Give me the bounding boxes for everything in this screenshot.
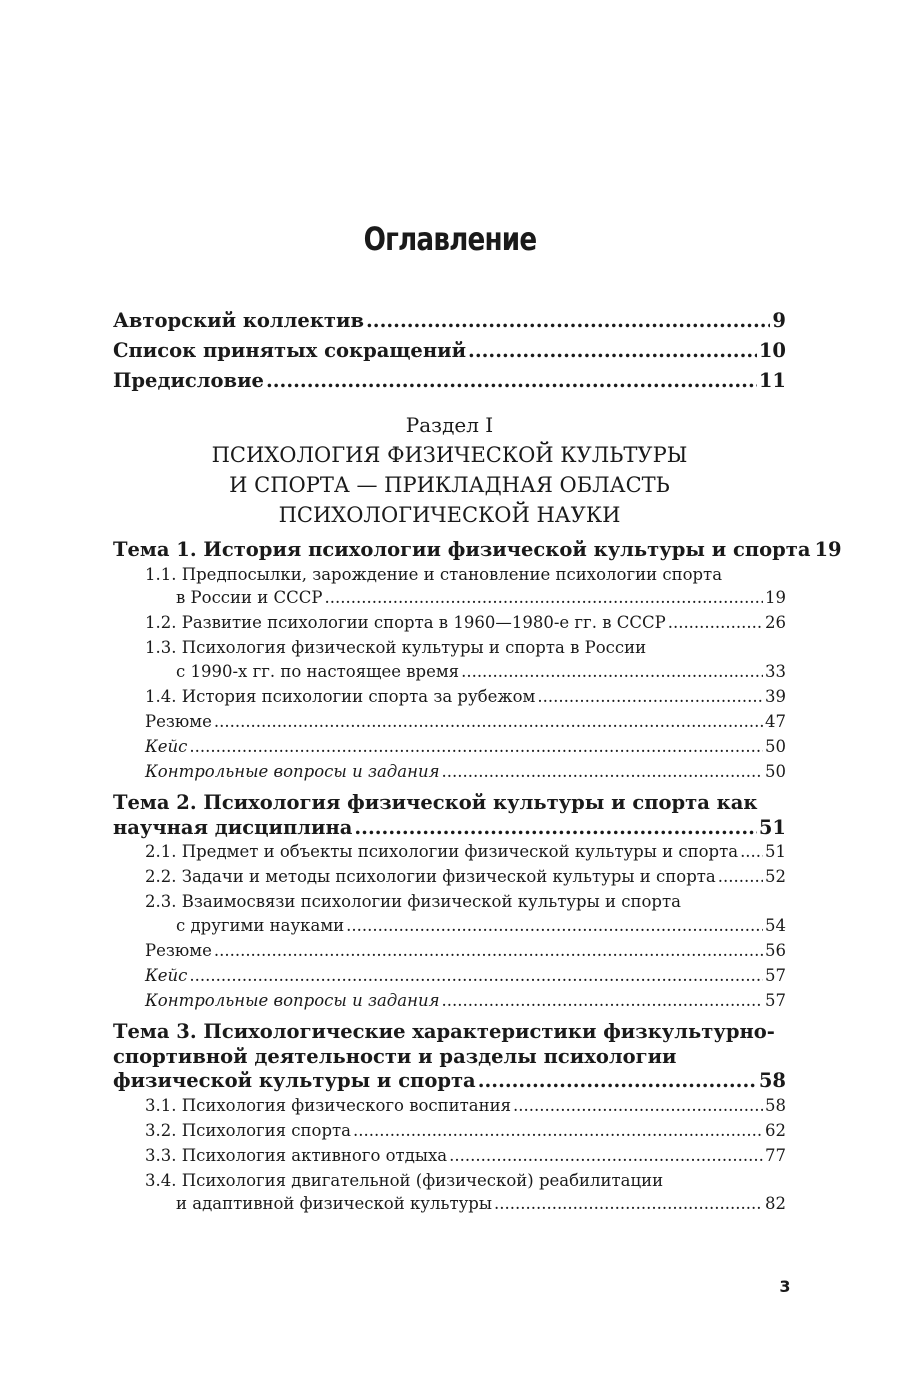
toc-entry-page: 57 [765, 990, 786, 1010]
toc-entry-page: 50 [765, 761, 786, 781]
toc-entry-page: 51 [758, 815, 786, 839]
toc-entry-page: 56 [765, 940, 786, 960]
toc-subentry-case[interactable]: Кейс ..... 57 [113, 964, 786, 988]
toc-entry-page: 19 [814, 538, 842, 561]
toc-theme-title: физической культуры и спорта [113, 1069, 476, 1092]
toc-subentry[interactable]: 2.1. Предмет и объекты психологии физической культуры и спорта ..... 51 [113, 840, 786, 864]
toc-theme-title: Тема 2. Психология физической культуры и спорта как [113, 791, 758, 814]
toc-entry-page: 77 [765, 1145, 786, 1165]
toc-entry-page: 57 [765, 965, 786, 985]
toc-subentry[interactable]: 3.2. Психология спорта ..... 62 [113, 1119, 786, 1143]
toc-subentry[interactable]: 2.2. Задачи и методы психологии физической культуры и спорта ..... 52 [113, 865, 786, 889]
toc-subentry[interactable]: 1.3. Психология физической культуры и спорта в России с 1990-х гг. по настоящее время ..... 33 [113, 636, 786, 683]
toc-entry-page: 19 [765, 588, 786, 607]
toc-entry-page: 62 [765, 1120, 786, 1140]
toc-subentry-summary[interactable]: Резюме ..... 56 [113, 939, 786, 963]
toc-subentry[interactable]: 2.3. Взаимосвязи психологии физической культуры и спорта с другими науками ..... 54 [113, 890, 786, 937]
section-title-line: ПСИХОЛОГИЯ ФИЗИЧЕСКОЙ КУЛЬТУРЫ [211, 443, 688, 467]
toc-theme-title: спортивной деятельности и разделы психологии [113, 1044, 677, 1068]
toc-subentry[interactable]: 1.2. Развитие психологии спорта в 1960—1980-е гг. в СССР ..... 26 [113, 611, 786, 635]
toc-entry-page: 47 [765, 711, 786, 731]
toc-entry-page: 11 [758, 369, 786, 392]
toc-entry-abbreviations[interactable] [113, 336, 786, 366]
toc-entry-label: Предисловие [113, 369, 264, 392]
section-title-line: ПСИХОЛОГИЧЕСКОЙ НАУКИ [278, 503, 621, 527]
toc-subentry[interactable]: 3.3. Психология активного отдыха ..... 77 [113, 1144, 786, 1168]
toc-entry-authors[interactable] [113, 306, 786, 336]
toc-theme-2[interactable] [113, 791, 786, 840]
toc-entry-label: Авторский коллектив [113, 309, 364, 332]
toc-subentry[interactable]: 3.1. Психология физического воспитания ..... 58 [113, 1094, 786, 1118]
toc-entry-page: 50 [765, 736, 786, 756]
toc-entry-page: 82 [765, 1194, 786, 1213]
toc-subentry[interactable]: 1.4. История психологии спорта за рубежом ..... 39 [113, 685, 786, 709]
toc-theme-3[interactable] [113, 1020, 786, 1094]
toc-entry-page: 51 [765, 842, 786, 861]
page-number: 3 [779, 1277, 791, 1296]
toc-subentry-summary[interactable]: Резюме ..... 47 [113, 710, 786, 734]
table-of-contents [113, 306, 842, 1216]
toc-entry-page: 26 [765, 613, 786, 632]
section-label: Раздел I [405, 413, 494, 437]
toc-entry-page: 9 [772, 309, 786, 332]
toc-subentry-questions[interactable]: Контрольные вопросы и задания ..... 50 [113, 760, 786, 784]
toc-entry-page: 54 [765, 915, 786, 935]
toc-subentry[interactable]: 3.4. Психология двигательной (физической) реабилитации и адаптивной физической культуры ..... 82 [113, 1169, 786, 1216]
toc-title: Оглавление [363, 220, 537, 258]
toc-subentry-case[interactable]: Кейс ..... 50 [113, 735, 786, 759]
toc-theme-title: Тема 1. История психологии физической культуры и спорта [113, 538, 811, 561]
toc-entry-page: 58 [765, 1095, 786, 1115]
toc-entry-preface[interactable] [113, 366, 786, 396]
toc-entry-page: 39 [765, 686, 786, 706]
toc-entry-page: 10 [758, 339, 786, 362]
toc-subentry[interactable]: 1.1. Предпосылки, зарождение и становление психологии спорта в России и СССР ..... 19 [113, 563, 786, 610]
toc-entry-page: 33 [765, 661, 786, 681]
toc-theme-title: Тема 3. Психологические характеристики физкультурно- [113, 1020, 775, 1043]
section-heading [113, 410, 786, 530]
section-title-line: И СПОРТА — ПРИКЛАДНАЯ ОБЛАСТЬ [229, 473, 670, 497]
toc-theme-1[interactable] [113, 538, 842, 563]
toc-entry-page: 58 [758, 1069, 786, 1092]
toc-entry-page: 52 [765, 867, 786, 886]
toc-theme-title: научная дисциплина [113, 815, 353, 839]
toc-subentry-questions[interactable]: Контрольные вопросы и задания ..... 57 [113, 989, 786, 1013]
toc-entry-label: Список принятых сокращений [113, 339, 467, 362]
